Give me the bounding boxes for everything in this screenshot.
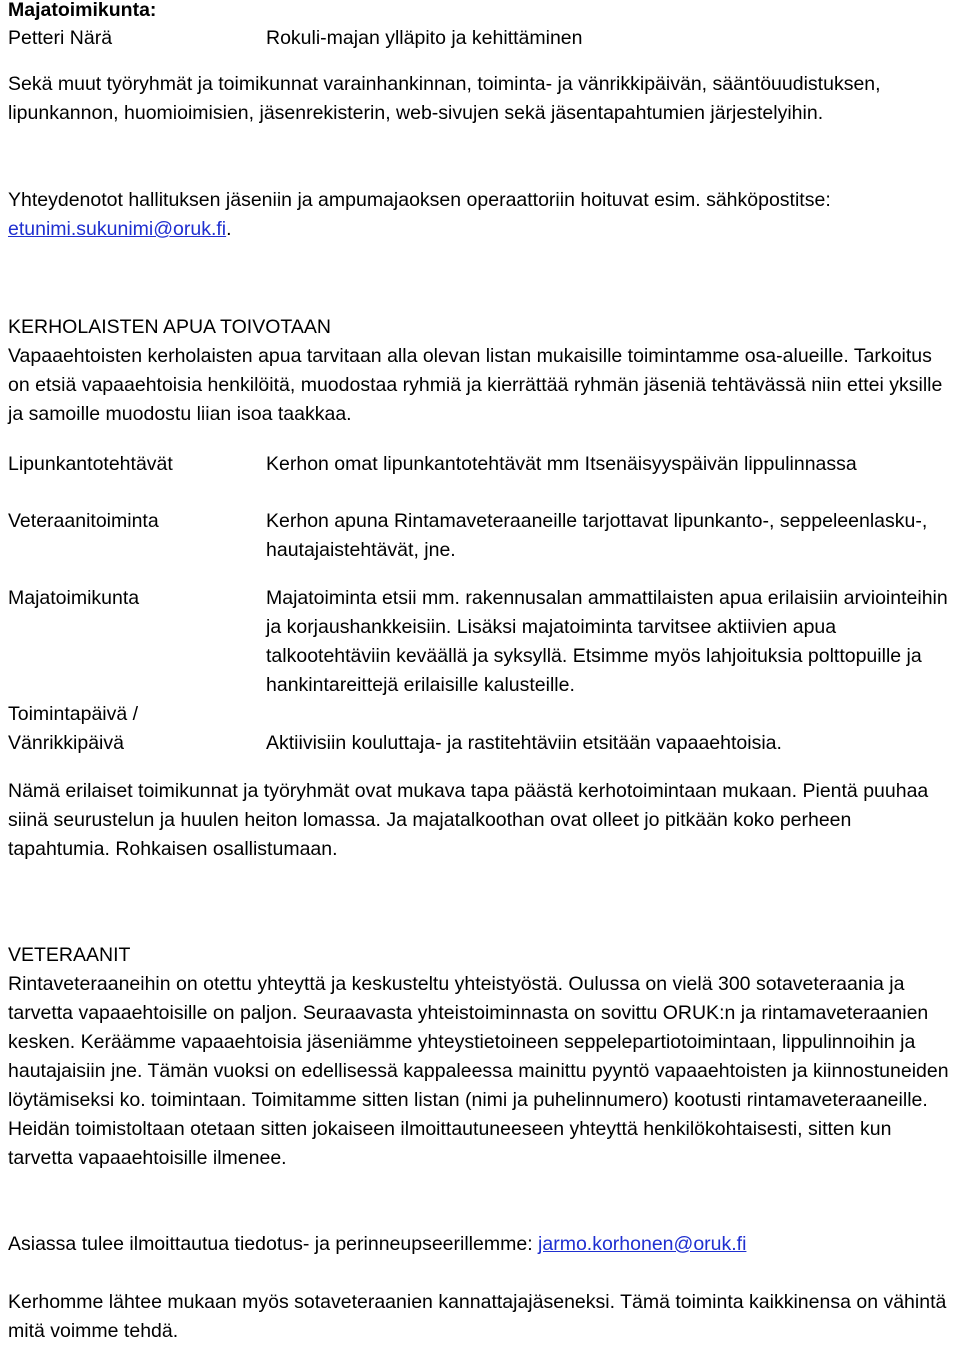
- kerholaisten-heading: KERHOLAISTEN APUA TOIVOTAAN: [8, 316, 331, 338]
- majatoimikunta-row: [8, 24, 956, 53]
- task-description: Majatoiminta etsii mm. rakennusalan ammattilaisten apua erilaisiin arviointeihin ja korjaushankkeisiin. Lisäksi majatoiminta tarvitsee aktiivien apua talkootehtäviin keväällä ja syksyllä. Etsimme myös lahjoituksia polttopuille ja hankintareittejä erilaisille kalusteille.: [266, 587, 948, 696]
- veteraanit-body: Rintaveteraaneihin on otettu yhteyttä ja keskusteltu yhteistyöstä. Oulussa on vielä 300 sotaveteraania ja tarvetta vapaaehtoisille on paljon. Seuraavasta yhteistoiminnasta on sovittu ORUK:n ja rintamaveteraanien kesken. Keräämme vapaaehtoisia jäseniämme yhteystietoineen seppelepartiotoimintaan, lippulinnoihin ja hautajaisiin jne. Tämän vuoksi on edellisessä kappaleessa mainittu pyyntö vapaaehtoisten ja kiinnostuneiden löytämiseksi ko. toimintaan. Toimitamme sitten listan (nimi ja puhelinnumero) kootusti rintamaveteraaneille. Heidän toimistoltaan otetaan sitten jokaiseen ilmoittautuneeseen yhteyttä henkilökohtaisesti, sitten kun tarvetta vapaaehtoisille ilmenee.: [8, 973, 949, 1169]
- task-description: Kerhon apuna Rintamaveteraaneille tarjottavat lipunkanto-, seppeleenlasku-, hautajaistehtävät, jne.: [266, 510, 928, 561]
- support-paragraph: Kerhomme lähtee mukaan myös sotaveteraanien kannattajajäseneksi. Tämä toiminta kaikkinensa on vähintä mitä voimme tehdä.: [8, 1291, 947, 1342]
- contact-email-link[interactable]: etunimi.sukunimi@oruk.fi: [8, 218, 227, 240]
- contact-text: Yhteydenotot hallituksen jäseniin ja ampumajaoksen operaattoriin hoituvat esim. sähköpostitse:: [8, 189, 831, 211]
- veteraanit-heading: VETERAANIT: [8, 944, 131, 966]
- intro-paragraph: Sekä muut työryhmät ja toimikunnat varainhankinnan, toiminta- ja vänrikkipäivän, sääntöuudistuksen, lipunkannon, huomioimisien, jäsenrekisterin, web-sivujen sekä jäsentapahtumien järjestelyihin.: [8, 73, 881, 124]
- majatoimikunta-heading: Majatoimikunta:: [8, 0, 157, 21]
- closing-paragraph: Nämä erilaiset toimikunnat ja työryhmät ovat mukava tapa päästä kerhotoimintaan mukaan. Pientä puuhaa siinä seurustelun ja huulen heiton lomassa. Ja majatalkoothan ovat olleet jo pitkään koko perheen tapahtumia. Rohkaisen osallistumaan.: [8, 780, 929, 860]
- signup-email-link[interactable]: jarmo.korhonen@oruk.fi: [538, 1233, 747, 1255]
- majatoimikunta-person: Petteri Närä: [8, 27, 113, 49]
- task-description: Aktiivisiin kouluttaja- ja rastitehtäviin etsitään vapaaehtoisia.: [266, 732, 782, 754]
- task-name: Toimintapäivä / Vänrikkipäivä: [8, 703, 139, 754]
- task-name: Majatoimikunta: [8, 587, 140, 609]
- contact-end: .: [226, 218, 232, 240]
- signup-paragraph: [8, 1230, 956, 1259]
- kerholaisten-body: Vapaaehtoisten kerholaisten apua tarvitaan alla olevan listan mukaisille toimintamme osa-alueille. Tarkoitus on etsiä vapaaehtoisia henkilöitä, muodostaa ryhmiä ja kierrättää ryhmän jäseniä tehtävässä niin ettei yksille ja samoille muodostu liian isoa taakkaa.: [8, 345, 943, 425]
- task-name: Veteraanitoiminta: [8, 510, 159, 532]
- contact-paragraph: [8, 186, 956, 244]
- task-name: Lipunkantotehtävät: [8, 453, 173, 475]
- task-description: Kerhon omat lipunkantotehtävät mm Itsenäisyyspäivän lippulinnassa: [266, 453, 857, 475]
- majatoimikunta-role: Rokuli-majan ylläpito ja kehittäminen: [266, 27, 583, 49]
- signup-text: Asiassa tulee ilmoittautua tiedotus- ja perinneupseerillemme:: [8, 1233, 533, 1255]
